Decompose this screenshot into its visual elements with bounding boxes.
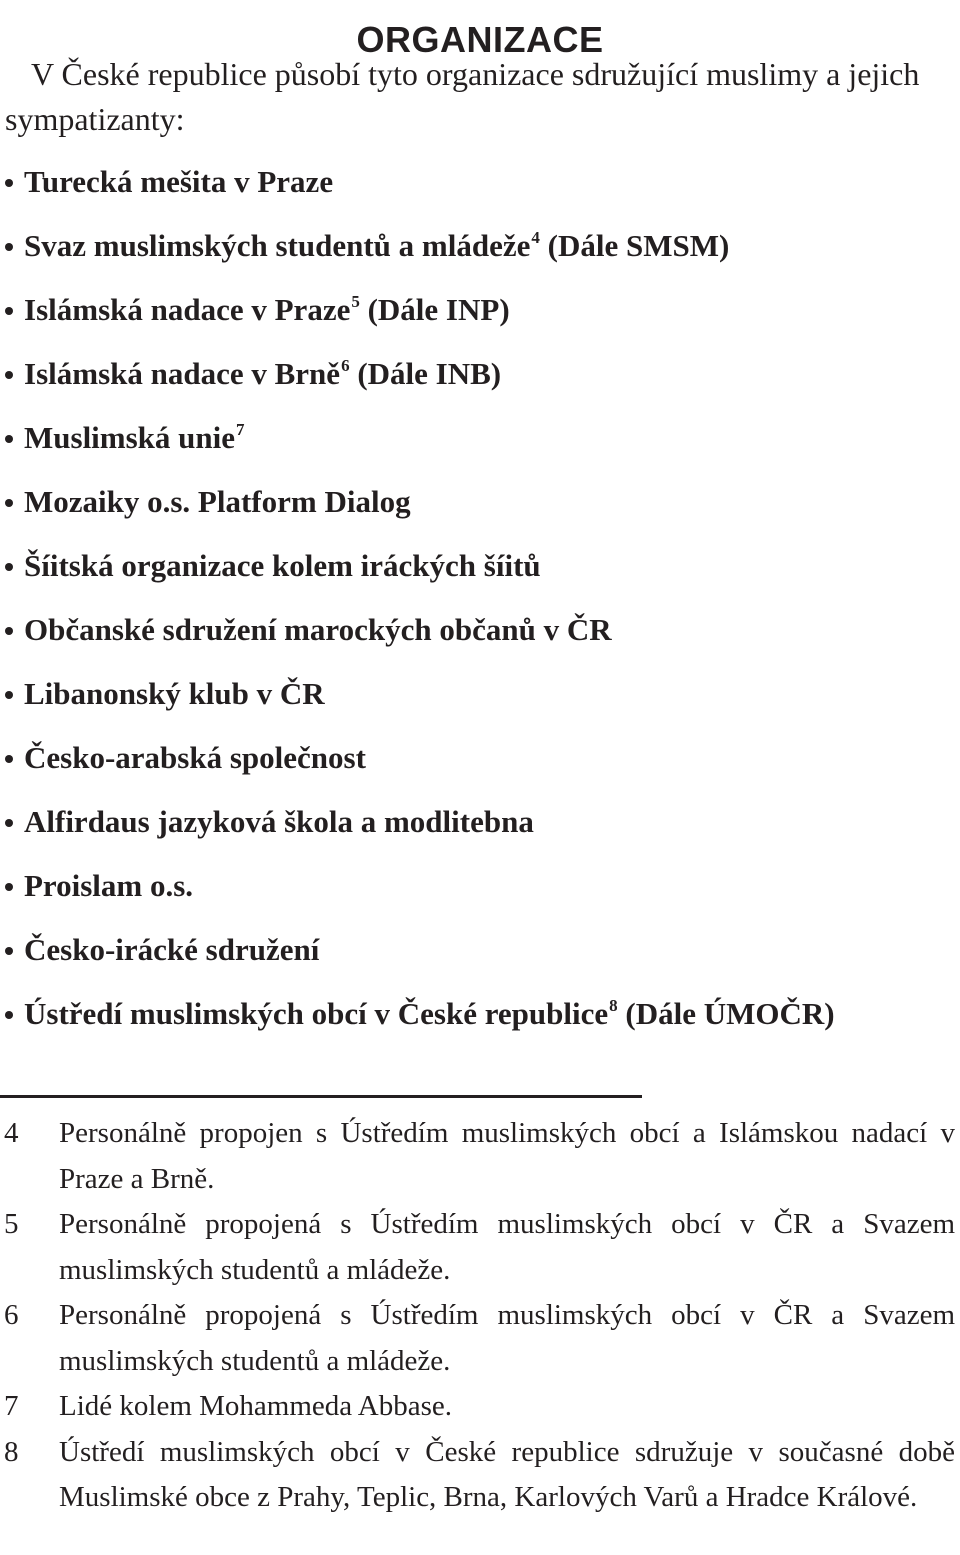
- intro-text: V České republice působí tyto organizace sdružující muslimy a jejich sympatizanty:: [5, 56, 920, 137]
- list-item: [0, 992, 955, 1056]
- list-item: [0, 736, 955, 800]
- list-item: [0, 352, 955, 416]
- footnote-text: Personálně propojená s Ústředím muslimských obcí v ČR a Svazem muslimských studentů a mládeže.: [59, 1299, 955, 1377]
- bullet-icon: [5, 563, 13, 571]
- page-title: ORGANIZACE: [356, 19, 604, 61]
- list-item-text: Ústředí muslimských obcí v České republice: [24, 996, 609, 1031]
- footnote: [0, 1384, 955, 1430]
- list-item-text: Česko-arabská společnost: [24, 740, 366, 775]
- list-item-text: Občanské sdružení marockých občanů v ČR: [24, 612, 612, 647]
- footnote-number: 4: [4, 1117, 19, 1149]
- list-item-text: Česko-irácké sdružení: [24, 932, 320, 967]
- list-item-suffix: (Dále ÚMOČR): [617, 996, 835, 1031]
- bullet-icon: [5, 307, 13, 315]
- list-item: [0, 416, 955, 480]
- footnote-divider: [0, 1095, 642, 1098]
- footnote: [0, 1430, 955, 1521]
- footnote-ref: 5: [351, 291, 360, 311]
- footnote: [0, 1202, 955, 1293]
- bullet-icon: [5, 627, 13, 635]
- footnotes: [0, 1111, 955, 1521]
- bullet-icon: [5, 947, 13, 955]
- intro-paragraph: [5, 52, 957, 142]
- list-item-text: Alfirdaus jazyková škola a modlitebna: [24, 804, 534, 839]
- footnote-number: 7: [4, 1390, 19, 1422]
- list-item: [0, 928, 955, 992]
- list-item: [0, 288, 955, 352]
- list-item: [0, 672, 955, 736]
- list-item-suffix: (Dále INP): [359, 292, 510, 327]
- list-item-text: Libanonský klub v ČR: [24, 676, 325, 711]
- bullet-icon: [5, 371, 13, 379]
- footnote-text: Personálně propojená s Ústředím muslimských obcí v ČR a Svazem muslimských studentů a mládeže.: [59, 1208, 955, 1286]
- list-item-text: Muslimská unie: [24, 420, 236, 455]
- footnote-text: Lidé kolem Mohammeda Abbase.: [59, 1390, 453, 1422]
- list-item-suffix: (Dále SMSM): [539, 228, 730, 263]
- list-item-text: Islámská nadace v Praze: [24, 292, 351, 327]
- footnote-ref: 4: [531, 227, 540, 247]
- list-item-text: Svaz muslimských studentů a mládeže: [24, 228, 531, 263]
- footnote-text: Personálně propojen s Ústředím muslimských obcí a Islámskou nadací v Praze a Brně.: [59, 1117, 955, 1195]
- list-item-text: Šíitská organizace kolem iráckých šíitů: [24, 548, 541, 583]
- footnote: [0, 1111, 955, 1202]
- list-item: [0, 864, 955, 928]
- list-item: [0, 160, 955, 224]
- footnote-ref: 8: [609, 995, 618, 1015]
- bullet-icon: [5, 243, 13, 251]
- list-item: [0, 480, 955, 544]
- footnote-number: 8: [4, 1435, 19, 1468]
- bullet-icon: [5, 883, 13, 891]
- bullet-icon: [5, 179, 13, 187]
- list-item: [0, 544, 955, 608]
- list-item-text: Turecká mešita v Praze: [24, 164, 334, 199]
- footnote: [0, 1293, 955, 1384]
- footnote-ref: 6: [341, 355, 350, 375]
- list-item: [0, 224, 955, 288]
- footnote-number: 6: [4, 1299, 19, 1331]
- footnote-text: Ústředí muslimských obcí v České republice sdružuje v současné době Muslimské obce z Prahy, Teplic, Brna, Karlových Varů a Hradce Králové.: [59, 1435, 955, 1513]
- footnote-ref: 7: [236, 419, 245, 439]
- organization-list: [0, 160, 955, 1056]
- bullet-icon: [5, 1011, 13, 1019]
- bullet-icon: [5, 499, 13, 507]
- list-item: [0, 800, 955, 864]
- bullet-icon: [5, 691, 13, 699]
- list-item-text: Proislam o.s.: [24, 868, 194, 903]
- list-item-suffix: (Dále INB): [349, 356, 502, 391]
- footnote-number: 5: [4, 1208, 19, 1240]
- list-item-text: Mozaiky o.s. Platform Dialog: [24, 484, 411, 519]
- bullet-icon: [5, 819, 13, 827]
- bullet-icon: [5, 755, 13, 763]
- bullet-icon: [5, 435, 13, 443]
- list-item-text: Islámská nadace v Brně: [24, 356, 341, 391]
- list-item: [0, 608, 955, 672]
